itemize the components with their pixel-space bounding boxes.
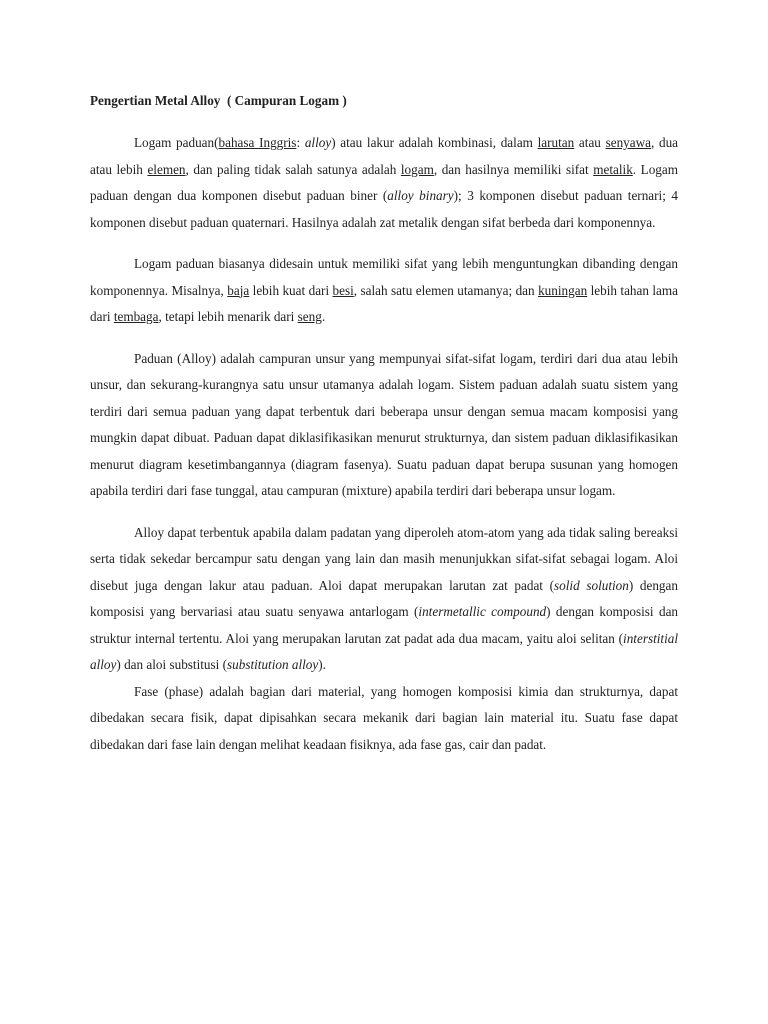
term-substitution-alloy: substitution alloy xyxy=(227,657,319,672)
text-run: lebih tahan lama dari xyxy=(90,282,679,324)
link-elemen[interactable]: elemen xyxy=(147,161,186,177)
link-metalik[interactable]: metalik xyxy=(593,161,633,177)
text-run: lebih kuat dari xyxy=(249,282,333,298)
text-run: ). xyxy=(318,657,326,672)
text-run: ) dengan komposisi yang bervariasi atau suatu senyawa antarlogam ( xyxy=(90,577,678,619)
document-page xyxy=(90,86,678,773)
text-run: , tetapi lebih menarik dari xyxy=(158,309,298,324)
term-solid-solution: solid solution xyxy=(554,577,629,593)
link-bahasa-inggris[interactable]: bahasa Inggris xyxy=(218,135,297,150)
text-run: . xyxy=(321,309,326,324)
link-senyawa[interactable]: senyawa xyxy=(605,135,651,150)
text-run: ); 3 komponen disebut paduan ternari; 4 komponen disebut paduan quaternari. Hasilnya adalah zat metalik dengan sifat berbeda dari komponennya. xyxy=(90,188,678,230)
link-logam[interactable]: logam xyxy=(400,161,434,177)
text-run: Alloy dapat terbentuk apabila dalam padatan yang diperoleh atom-atom yang ada tidak saling bereaksi serta tidak sekedar bercampur satu dengan yang lain dan masih menunjukkan sifat-sifat sebagai logam. Aloi disebut juga dengan lakur atau paduan. Aloi dapat merupakan larutan zat padat ( xyxy=(90,524,678,593)
paragraph-alloy-formation xyxy=(90,520,678,679)
text-run: . Logam paduan dengan dua komponen disebut paduan biner ( xyxy=(90,161,679,203)
text-run: Logam paduan( xyxy=(134,135,219,150)
text-run: ) atau lakur adalah kombinasi, dalam xyxy=(331,135,538,150)
link-baja[interactable]: baja xyxy=(227,282,250,298)
paragraph-advantages xyxy=(90,251,678,331)
text-run: ) dengan komposisi dan struktur internal tertentu. Aloi yang merupakan larutan zat padat ada dua macam, yaitu aloi selitan ( xyxy=(90,604,679,646)
link-seng[interactable]: seng xyxy=(297,309,322,324)
text-run: , salah satu elemen utamanya; dan xyxy=(353,282,539,298)
link-kuningan[interactable]: kuningan xyxy=(538,282,588,298)
link-besi[interactable]: besi xyxy=(332,282,354,298)
text-run: , dan hasilnya memiliki sifat xyxy=(433,161,594,177)
text-run: Logam paduan biasanya didesain untuk memiliki sifat yang lebih menguntungkan dibanding dengan komponennya. Misalnya, xyxy=(90,256,678,298)
paragraph-paduan-system: Paduan (Alloy) adalah campuran unsur yang mempunyai sifat-sifat logam, terdiri dari dua atau lebih unsur, dan sekurang-kurangnya satu unsur utamanya adalah logam. Sistem paduan adalah suatu sistem yang terdiri dari semua paduan yang dapat terbentuk dari beberapa unsur dengan semua macam komposisi yang mungkin dapat dibuat. Paduan dapat diklasifikasikan menurut strukturnya, dan sistem paduan diklasifikasikan menurut diagram kesetimbangannya (diagram fasenya). Suatu paduan dapat berupa susunan yang homogen apabila terdiri dari fase tunggal, atau campuran (mixture) apabila terdiri dari beberapa unsur logam. xyxy=(90,350,678,498)
term-interstitial-alloy: interstitial alloy xyxy=(90,630,678,672)
text-run: : xyxy=(296,135,305,150)
document-title: Pengertian Metal Alloy ( Campuran Logam ) xyxy=(90,93,347,108)
term-alloy-binary: alloy binary xyxy=(387,188,454,203)
link-larutan[interactable]: larutan xyxy=(537,135,575,150)
term-intermetallic-compound: intermetallic compound xyxy=(418,604,547,619)
text-run: , dua atau lebih xyxy=(90,135,679,177)
paragraph-definition xyxy=(90,130,678,236)
text-run: , dan paling tidak salah satunya adalah xyxy=(185,161,401,177)
term-alloy: alloy xyxy=(304,135,332,150)
paragraph-phase: Fase (phase) adalah bagian dari material, yang homogen komposisi kimia dan strukturnya, dapat dibedakan secara fisik, dapat dipisahkan secara mekanik dari bagian lain material itu. Suatu fase dapat dibedakan dari fase lain dengan melihat keadaan fisiknya, ada fase gas, cair dan padat. xyxy=(90,683,678,752)
link-tembaga[interactable]: tembaga xyxy=(113,309,159,324)
text-run: ) dan aloi substitusi ( xyxy=(116,657,227,672)
text-run: atau xyxy=(574,135,606,150)
